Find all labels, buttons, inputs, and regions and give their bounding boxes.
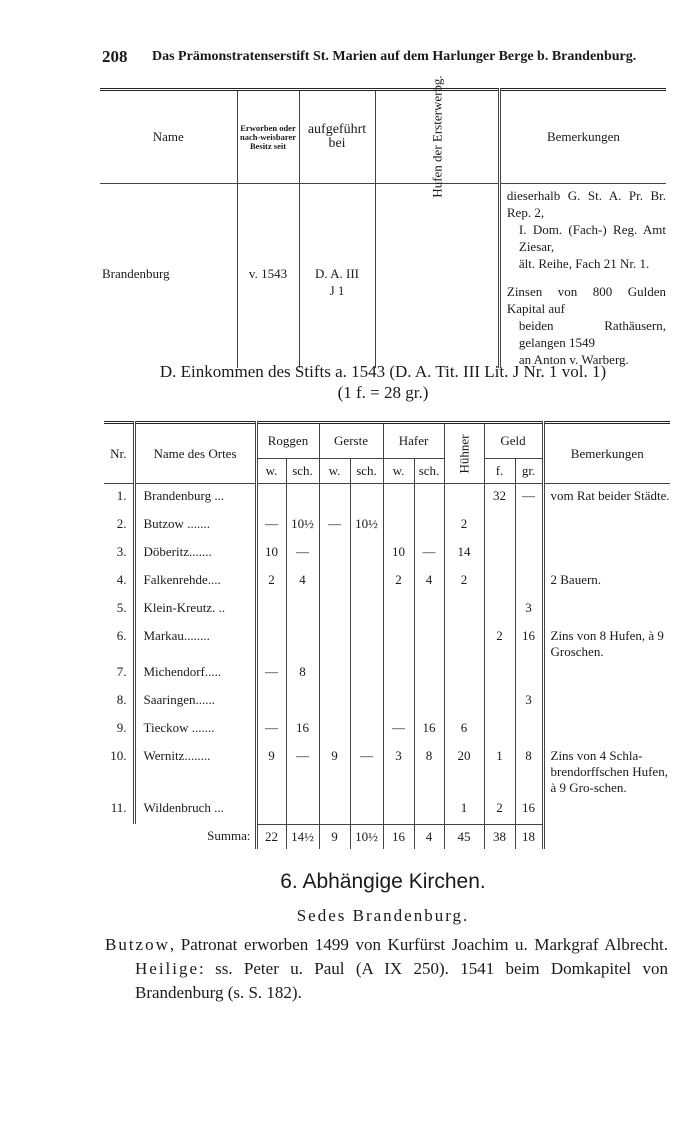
value-cell: 1 xyxy=(444,796,484,824)
table-row xyxy=(104,596,670,624)
header-w: w. xyxy=(256,459,286,484)
row-aufgefuehrt-2: J 1 xyxy=(329,283,345,298)
value-cell xyxy=(350,624,383,660)
row-number: 1. xyxy=(116,488,127,503)
section-6-heading: 6. Abhängige Kirchen. xyxy=(280,870,486,893)
bem-line: I. Dom. (Fach-) Reg. Amt Ziesar, xyxy=(518,222,666,254)
place-name: Butzow ....... xyxy=(134,512,256,540)
bem-line: dieserhalb G. St. A. Pr. Br. Rep. 2, xyxy=(506,188,666,220)
value-cell xyxy=(515,512,543,540)
value-cell xyxy=(484,596,515,624)
value-cell xyxy=(515,660,543,688)
value-cell xyxy=(350,796,383,824)
row-bemerkung: 2 Bauern. xyxy=(543,568,670,596)
income-table xyxy=(104,421,670,849)
value-cell xyxy=(444,660,484,688)
value-cell xyxy=(286,596,319,624)
running-title: Das Prämonstratenserstift St. Marien auf dem Harlunger Berge b. Brandenburg. xyxy=(152,49,637,64)
value-cell xyxy=(319,624,350,660)
value-cell: — xyxy=(256,512,286,540)
value-cell xyxy=(256,484,286,513)
value-cell xyxy=(484,660,515,688)
value-cell xyxy=(286,624,319,660)
table-row xyxy=(104,484,670,513)
summa-cell: 22 xyxy=(256,824,286,849)
row-number: 9. xyxy=(116,720,127,735)
value-cell xyxy=(286,796,319,824)
value-cell xyxy=(383,484,414,513)
row-bemerkung xyxy=(543,512,670,540)
value-cell xyxy=(383,624,414,660)
value-cell: 9 xyxy=(319,744,350,796)
value-cell: — xyxy=(515,484,543,513)
value-cell xyxy=(256,796,286,824)
col-bemerkungen-header: Bemerkungen xyxy=(499,90,666,184)
value-cell xyxy=(444,624,484,660)
value-cell: 16 xyxy=(414,716,444,744)
entry-name: Butzow xyxy=(105,935,170,954)
value-cell: 2 xyxy=(484,796,515,824)
header-huehner: Hühner xyxy=(456,434,471,473)
row-aufgefuehrt-cell xyxy=(299,184,375,369)
value-cell: 10 xyxy=(256,540,286,568)
value-cell xyxy=(484,568,515,596)
header-roggen: Roggen xyxy=(256,423,319,459)
value-cell xyxy=(444,484,484,513)
church-entry xyxy=(105,933,668,1005)
sedes-heading: Sedes Brandenburg. xyxy=(296,906,470,925)
value-cell: 2 xyxy=(256,568,286,596)
summa-cell: 10½ xyxy=(350,824,383,849)
value-cell xyxy=(319,540,350,568)
place-name: Klein-Kreutz. .. xyxy=(134,596,256,624)
value-cell: 6 xyxy=(444,716,484,744)
bem-line: Zinsen von 800 Gulden Kapital auf xyxy=(506,284,666,316)
value-cell xyxy=(256,596,286,624)
entry-text: : ss. Peter u. Paul (A IX 250). 1541 beim Domkapitel von Brandenburg (s. S. 182). xyxy=(135,959,668,1002)
value-cell xyxy=(383,688,414,716)
value-cell xyxy=(383,660,414,688)
bem-line: ält. Reihe, Fach 21 Nr. 1. xyxy=(518,256,650,271)
value-cell xyxy=(414,624,444,660)
row-number: 2. xyxy=(116,516,127,531)
header-gerste: Gerste xyxy=(319,423,383,459)
header-hafer: Hafer xyxy=(383,423,444,459)
value-cell: 16 xyxy=(286,716,319,744)
hufen-header-text: Hufen der Ersterwerbg. xyxy=(429,75,445,198)
value-cell: 10 xyxy=(383,540,414,568)
row-bemerkung: Zins von 8 Hufen, à 9 Groschen. xyxy=(543,624,670,660)
value-cell xyxy=(515,716,543,744)
row-bemerkung xyxy=(543,716,670,744)
row-bemerkung xyxy=(543,540,670,568)
row-erworben: v. 1543 xyxy=(248,266,288,281)
value-cell xyxy=(319,716,350,744)
value-cell: 8 xyxy=(515,744,543,796)
value-cell xyxy=(256,624,286,660)
row-name-cell xyxy=(100,184,237,369)
value-cell: 10½ xyxy=(350,512,383,540)
place-name: Döberitz....... xyxy=(134,540,256,568)
value-cell xyxy=(319,484,350,513)
value-cell xyxy=(383,596,414,624)
value-cell: 32 xyxy=(484,484,515,513)
summa-cell: 38 xyxy=(484,824,515,849)
value-cell: — xyxy=(383,716,414,744)
value-cell xyxy=(444,688,484,716)
table-row xyxy=(104,568,670,596)
header-name: Name des Ortes xyxy=(134,423,256,484)
row-number: 10. xyxy=(110,748,127,763)
value-cell xyxy=(350,716,383,744)
value-cell: 2 xyxy=(383,568,414,596)
page-number: 208 xyxy=(102,47,128,66)
header-nr: Nr. xyxy=(104,423,134,484)
col-erworben-header: Erworben oder nach-weisbarer Besitz seit xyxy=(237,90,299,184)
value-cell xyxy=(414,596,444,624)
value-cell xyxy=(319,596,350,624)
row-bemerkung xyxy=(543,796,670,824)
place-name: Saaringen...... xyxy=(134,688,256,716)
value-cell: 3 xyxy=(515,688,543,716)
summa-row xyxy=(104,824,670,849)
table-row xyxy=(104,716,670,744)
place-name: Wernitz........ xyxy=(134,744,256,796)
row-bemerkung: Zins von 4 Schla-brendorffschen Hufen, à 9 Gro-schen. xyxy=(543,744,670,796)
row-number: 7. xyxy=(116,664,127,679)
value-cell xyxy=(350,540,383,568)
value-cell xyxy=(414,512,444,540)
value-cell xyxy=(414,688,444,716)
value-cell xyxy=(350,660,383,688)
value-cell: — xyxy=(414,540,444,568)
col-aufgefuehrt-header: aufgeführt bei xyxy=(299,90,375,184)
table-row xyxy=(104,796,670,824)
header-sch: sch. xyxy=(414,459,444,484)
value-cell: 2 xyxy=(444,512,484,540)
value-cell: 20 xyxy=(444,744,484,796)
row-number: 5. xyxy=(116,600,127,615)
value-cell xyxy=(383,512,414,540)
header-sch: sch. xyxy=(350,459,383,484)
summa-cell: 16 xyxy=(383,824,414,849)
value-cell xyxy=(484,688,515,716)
row-aufgefuehrt-1: D. A. III xyxy=(314,266,360,281)
place-name: Falkenrehde.... xyxy=(134,568,256,596)
bem-line: beiden Rathäusern, gelangen 1549 xyxy=(518,318,666,350)
summa-cell: 4 xyxy=(414,824,444,849)
value-cell xyxy=(444,596,484,624)
acquisition-table xyxy=(100,75,666,368)
value-cell xyxy=(515,540,543,568)
value-cell: 9 xyxy=(256,744,286,796)
row-erworben-cell xyxy=(237,184,299,369)
row-bemerkung xyxy=(543,596,670,624)
table-row xyxy=(104,660,670,688)
place-name: Wildenbruch ... xyxy=(134,796,256,824)
row-bemerkung xyxy=(543,660,670,688)
value-cell: 16 xyxy=(515,796,543,824)
summa-cell: 14½ xyxy=(286,824,319,849)
value-cell: — xyxy=(286,540,319,568)
value-cell xyxy=(414,796,444,824)
value-cell: 4 xyxy=(286,568,319,596)
value-cell: 2 xyxy=(444,568,484,596)
row-bemerkungen-cell xyxy=(499,184,666,369)
value-cell xyxy=(286,688,319,716)
summa-cell: 9 xyxy=(319,824,350,849)
row-number: 8. xyxy=(116,692,127,707)
value-cell xyxy=(383,796,414,824)
header-gr: gr. xyxy=(515,459,543,484)
value-cell: — xyxy=(256,716,286,744)
value-cell xyxy=(319,568,350,596)
header-geld: Geld xyxy=(484,423,543,459)
value-cell xyxy=(256,688,286,716)
section-d-heading xyxy=(100,361,666,403)
summa-cell: 18 xyxy=(515,824,543,849)
value-cell xyxy=(350,568,383,596)
entry-label: Heilige xyxy=(135,959,200,978)
bem-line: an Anton v. Warberg. xyxy=(518,352,629,367)
value-cell xyxy=(350,484,383,513)
running-head xyxy=(102,47,668,67)
value-cell: 8 xyxy=(286,660,319,688)
col-hufen-header xyxy=(375,75,499,198)
value-cell xyxy=(484,716,515,744)
summa-label: Summa: xyxy=(207,828,251,843)
place-name: Markau........ xyxy=(134,624,256,660)
value-cell: — xyxy=(256,660,286,688)
value-cell xyxy=(350,688,383,716)
table-row xyxy=(104,540,670,568)
summa-cell: 45 xyxy=(444,824,484,849)
section-d-line1: D. Einkommen des Stifts a. 1543 (D. A. Tit. III Lit. J Nr. 1 vol. 1) xyxy=(159,362,607,381)
value-cell xyxy=(319,796,350,824)
value-cell: 2 xyxy=(484,624,515,660)
row-number: 4. xyxy=(116,572,127,587)
place-name: Brandenburg ... xyxy=(134,484,256,513)
row-number: 6. xyxy=(116,628,127,643)
value-cell xyxy=(484,512,515,540)
value-cell: 3 xyxy=(383,744,414,796)
value-cell xyxy=(414,484,444,513)
value-cell xyxy=(319,688,350,716)
row-bemerkung: vom Rat beider Städte. xyxy=(543,484,670,513)
value-cell: — xyxy=(319,512,350,540)
table-row xyxy=(104,744,670,796)
place-name: Tieckow ....... xyxy=(134,716,256,744)
value-cell: 4 xyxy=(414,568,444,596)
value-cell: — xyxy=(350,744,383,796)
value-cell xyxy=(286,484,319,513)
row-hufen xyxy=(375,184,499,369)
value-cell: — xyxy=(286,744,319,796)
header-huehner-cell xyxy=(444,423,484,484)
header-w: w. xyxy=(383,459,414,484)
table-row xyxy=(104,688,670,716)
row-number: 3. xyxy=(116,544,127,559)
value-cell: 3 xyxy=(515,596,543,624)
value-cell xyxy=(515,568,543,596)
value-cell xyxy=(414,660,444,688)
col-name-header: Name xyxy=(100,90,237,184)
header-f: f. xyxy=(484,459,515,484)
value-cell xyxy=(484,540,515,568)
entry-text: , Patronat erworben 1499 von Kurfürst Joachim u. Markgraf Albrecht. xyxy=(169,935,668,954)
value-cell: 1 xyxy=(484,744,515,796)
row-number: 11. xyxy=(110,800,127,815)
value-cell: 8 xyxy=(414,744,444,796)
header-sch: sch. xyxy=(286,459,319,484)
place-name: Michendorf..... xyxy=(134,660,256,688)
header-bemerkungen: Bemerkungen xyxy=(543,423,670,484)
value-cell xyxy=(319,660,350,688)
value-cell: 14 xyxy=(444,540,484,568)
value-cell xyxy=(350,596,383,624)
table-row xyxy=(104,624,670,660)
value-cell: 10½ xyxy=(286,512,319,540)
row-bemerkung xyxy=(543,688,670,716)
table-row xyxy=(104,512,670,540)
row-name: Brandenburg xyxy=(102,266,170,281)
section-d-line2: (1 f. = 28 gr.) xyxy=(337,383,429,402)
value-cell: 16 xyxy=(515,624,543,660)
header-w: w. xyxy=(319,459,350,484)
